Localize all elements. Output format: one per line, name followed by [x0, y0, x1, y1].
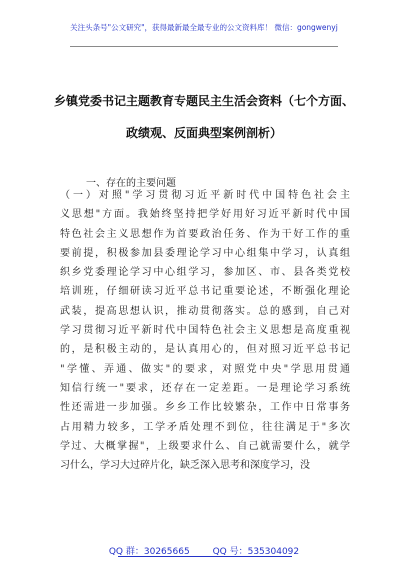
body-line: 学过、大概掌握"，上级要求什么、自己就需要什么，就学: [60, 440, 350, 452]
qq-account-number: QQ 号：535304092: [212, 547, 300, 557]
body-line: 习什么，学习大过碎片化，缺乏深入思考和深度学习，没: [60, 460, 310, 472]
document-title-line-1: 乡镇党委书记主题教育专题民主生活会资料（七个方面、: [53, 94, 354, 108]
body-line: 特色社会主义思想作为首要政治任务、作为干好工作的重: [60, 228, 350, 240]
body-line: 武装，提高思想认识，推动贯彻落实。总的感到，自己对: [60, 305, 350, 317]
body-line: 义思想"方面。我始终坚持把学好用好习近平新时代中国: [60, 209, 350, 221]
header-divider: [70, 46, 338, 47]
body-line: "学懂、弄通、做实"的要求，对照党中央"学思用贯通: [60, 363, 350, 375]
body-line: 织乡党委理论学习中心组学习，参加区、市、县各类党校: [60, 267, 350, 279]
document-title-line-2: 政绩观、反面典型案例剖析）: [125, 126, 282, 140]
body-line: 要前提，积极参加县委理论学习中心组集中学习，认真组: [60, 247, 350, 259]
footer-underline: [118, 556, 292, 557]
promo-header: 关注头条号"公文研究"，获得最新最全最专业的公文资料库！ 微信：gongwenyj: [70, 23, 338, 32]
section-heading: 一、存在的主要问题: [86, 178, 176, 189]
qq-group-number: QQ 群：30265665: [108, 547, 190, 557]
body-line: （一）对照"学习贯彻习近平新时代中国特色社会主: [60, 190, 350, 201]
body-text: [60, 186, 350, 475]
body-line: 学习贯彻习近平新时代中国特色社会主义思想是高度重视: [60, 325, 350, 337]
body-line: 知信行统一"要求，还存在一定差距。一是理论学习系统: [60, 382, 350, 394]
body-line: 的，是积极主动的，是认真用心的，但对照习近平总书记: [60, 344, 350, 356]
body-line: 培训班，仔细研读习近平总书记重要论述，不断强化理论: [60, 286, 350, 298]
body-line: 性还需进一步加强。乡乡工作比较繁杂，工作中日常事务: [60, 402, 350, 414]
body-line: 占用精力较多，工学矛盾处理不到位，往往满足于"多次: [60, 421, 350, 433]
